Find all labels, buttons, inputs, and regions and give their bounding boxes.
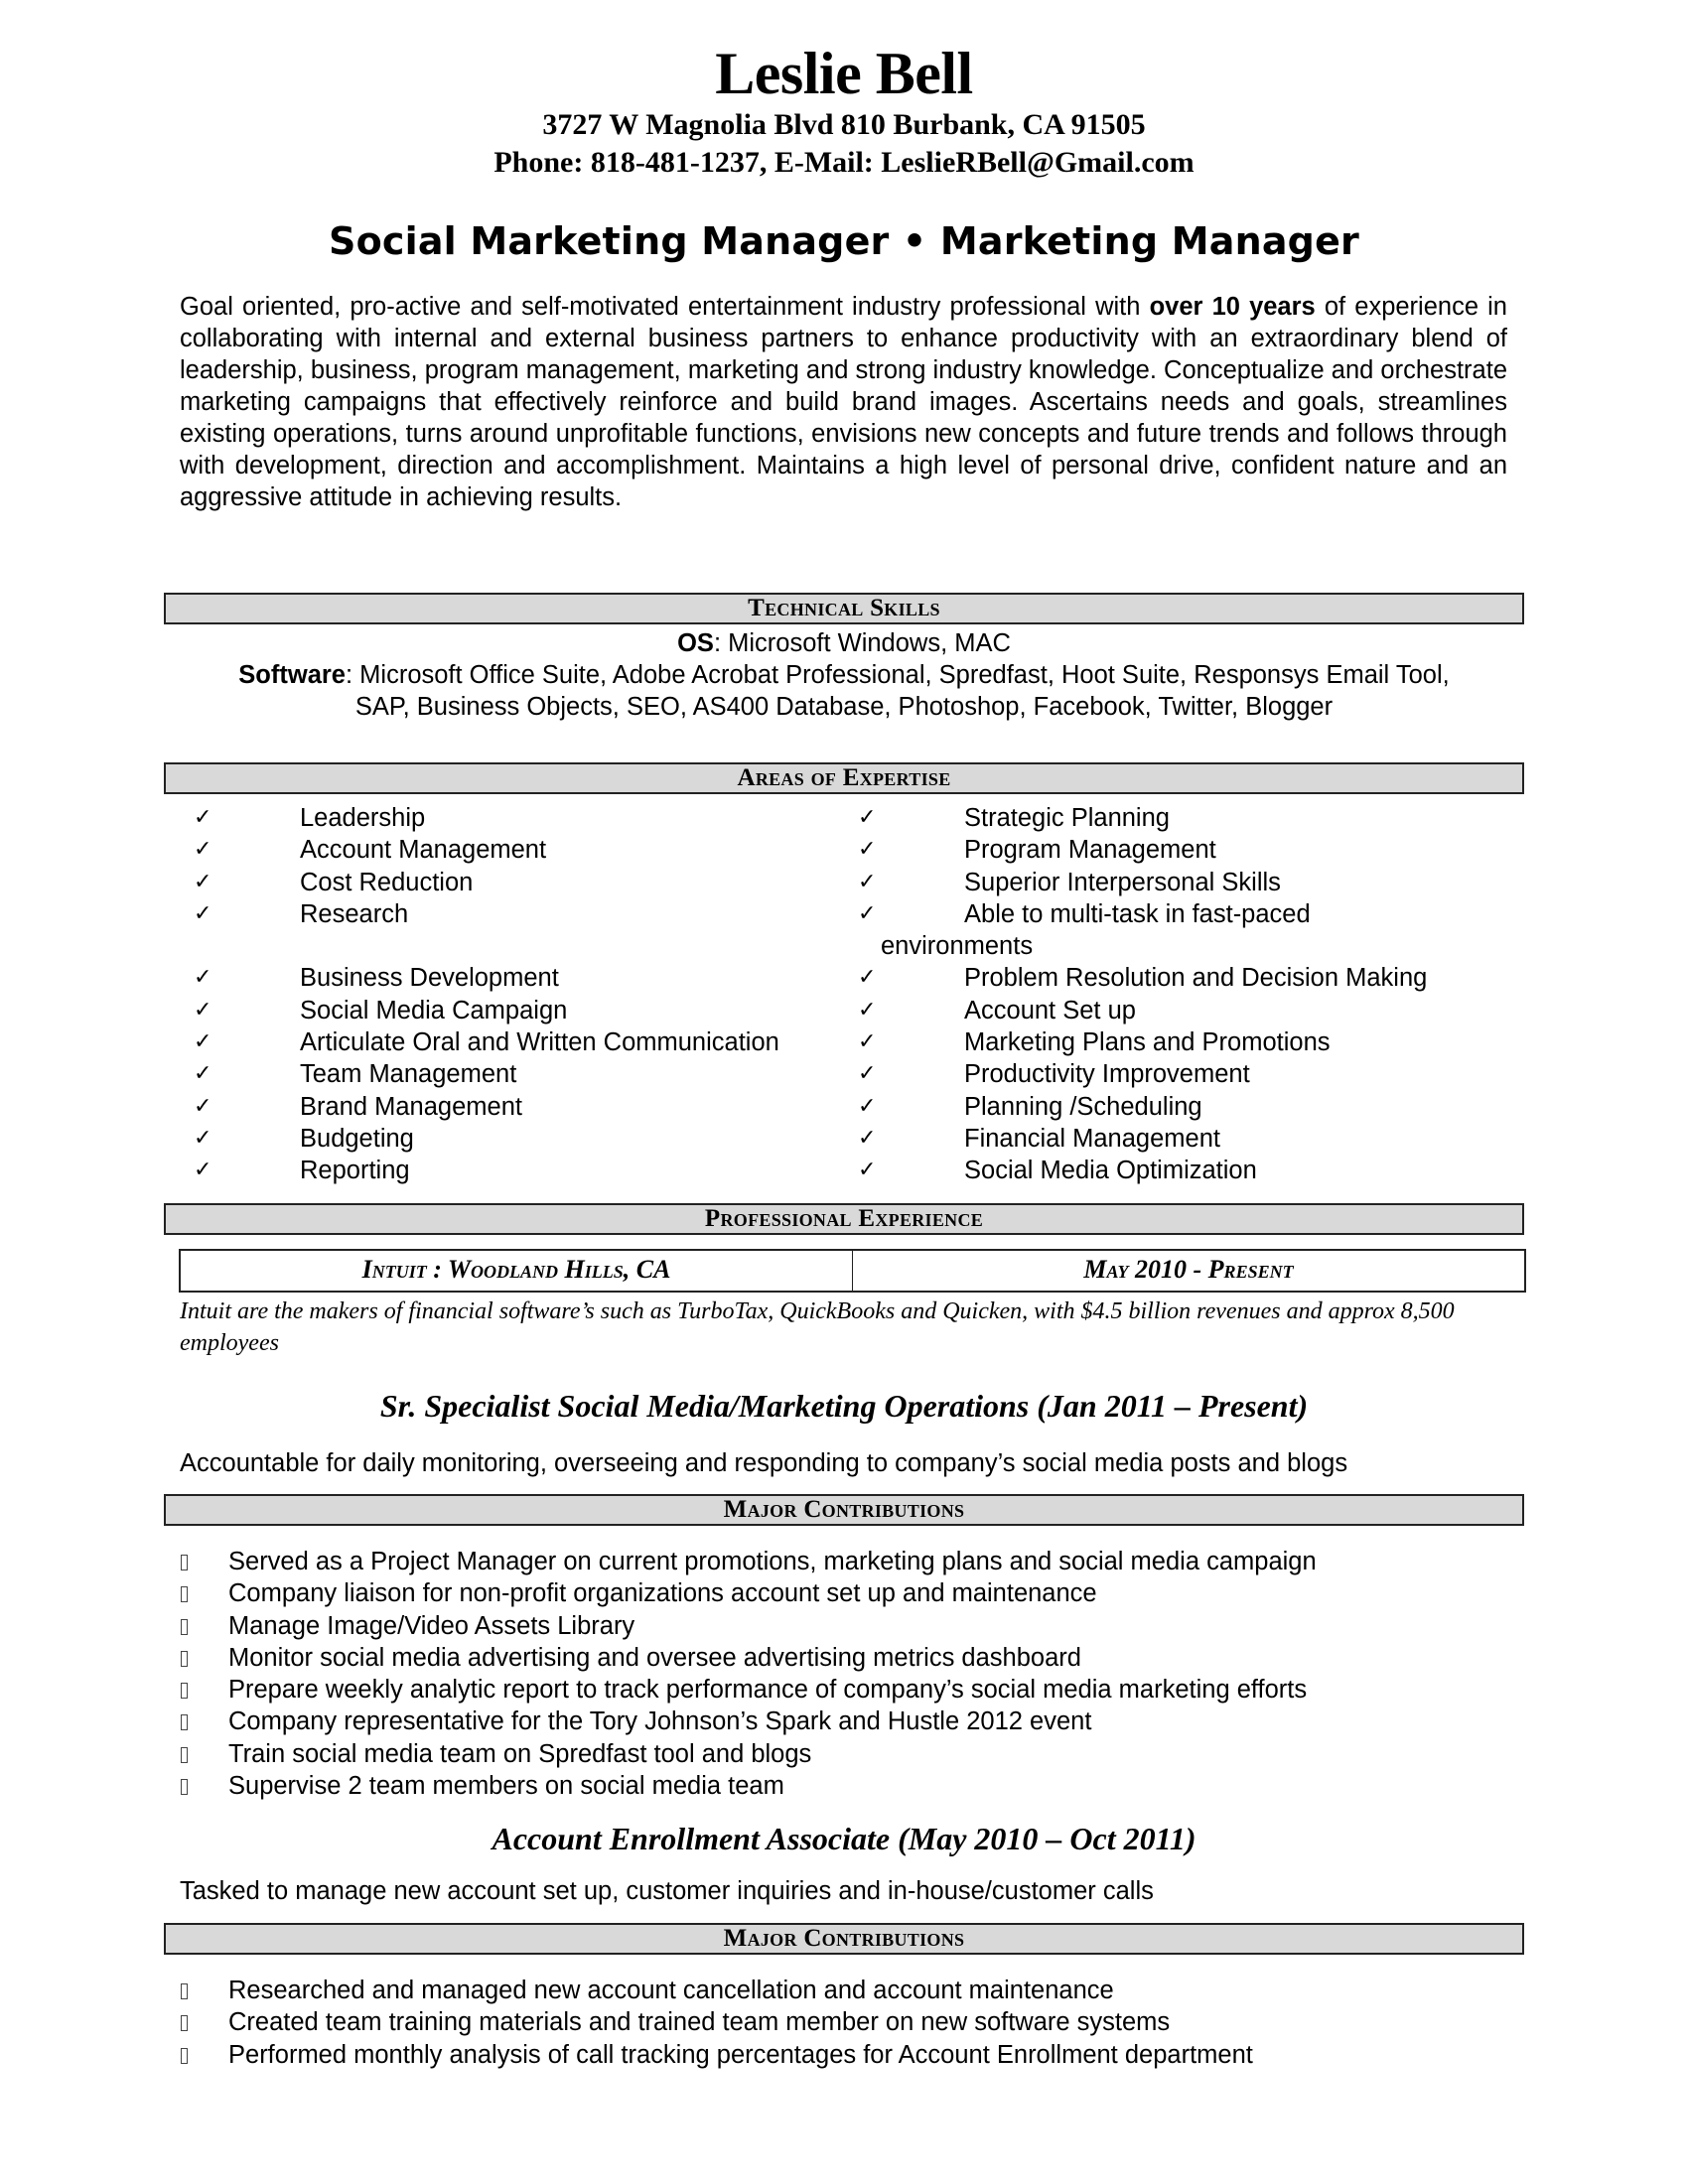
expertise-item: ✓ Brand Management — [164, 1091, 829, 1123]
bullet-icon — [181, 2048, 188, 2064]
section-header-areas-of-expertise: Areas of Expertise — [164, 762, 1524, 794]
company-description: Intuit are the makers of financial software’s such as TurboTax, QuickBooks and Quicken, with $4.5 billion revenues and approx 8,500 employees — [180, 1298, 1455, 1356]
bullet-icon — [181, 1651, 188, 1667]
list-item: Supervise 2 team members on social media team — [164, 1770, 1524, 1802]
expertise-item: ✓ Problem Resolution and Decision Making — [828, 962, 1523, 994]
expertise-item: ✓ Program Management — [828, 834, 1523, 866]
bullet-icon — [181, 1586, 188, 1602]
software-value: : Microsoft Office Suite, Adobe Acrobat Professional, Spredfast, Hoot Suite, Responsys Email Tool, — [346, 661, 1450, 689]
expertise-column-left — [164, 802, 829, 1187]
expertise-item: ✓ Superior Interpersonal Skills — [828, 867, 1523, 898]
headline-title: Social Marketing Manager • Marketing Manager — [329, 219, 1359, 263]
bullet-icon — [181, 1983, 188, 1999]
check-icon: ✓ — [858, 997, 877, 1023]
bullet-icon — [181, 1619, 188, 1635]
software-label: Software — [238, 661, 346, 689]
list-item: Company liaison for non-profit organizations account set up and maintenance — [164, 1577, 1524, 1609]
role-description: Tasked to manage new account set up, customer inquiries and in-house/customer calls — [180, 1877, 1154, 1905]
check-icon: ✓ — [194, 837, 212, 863]
expertise-item: ✓ Research — [164, 898, 829, 930]
role-title: Sr. Specialist Social Media/Marketing Operations (Jan 2011 – Present) — [379, 1388, 1309, 1424]
expertise-item: ✓ Team Management — [164, 1058, 829, 1090]
expertise-item: ✓ Social Media Campaign — [164, 995, 829, 1026]
check-icon: ✓ — [858, 805, 877, 830]
expertise-item: ✓ Productivity Improvement — [828, 1058, 1523, 1090]
expertise-item: ✓ Budgeting — [164, 1123, 829, 1155]
expertise-item: ✓ Leadership — [164, 802, 829, 834]
list-item: Researched and managed new account cancellation and account maintenance — [164, 1975, 1524, 2006]
expertise-item: ✓ Business Development — [164, 962, 829, 994]
list-item: Prepare weekly analytic report to track performance of company’s social media marketing efforts — [164, 1674, 1524, 1706]
expertise-item: ✓ Social Media Optimization — [828, 1155, 1523, 1186]
role-description: Accountable for daily monitoring, overseeing and responding to company’s social media posts and blogs — [180, 1449, 1348, 1477]
expertise-column-right — [828, 802, 1523, 1187]
summary-text-start: Goal oriented, pro-active and self-motivated entertainment industry professional with — [180, 293, 1150, 321]
check-icon: ✓ — [858, 1061, 877, 1087]
expertise-item: ✓ Planning /Scheduling — [828, 1091, 1523, 1123]
check-icon: ✓ — [858, 869, 877, 894]
list-item: Manage Image/Video Assets Library — [164, 1610, 1524, 1642]
candidate-contact: Phone: 818-481-1237, E-Mail: LeslieRBell@Gmail.com — [493, 146, 1195, 179]
summary-highlight: over 10 years — [1149, 293, 1316, 321]
check-icon: ✓ — [194, 1125, 212, 1151]
professional-summary — [180, 291, 1507, 513]
list-item: Created team training materials and trained team member on new software systems — [164, 2006, 1524, 2038]
employment-dates: May 2010 - Present — [852, 1251, 1524, 1291]
candidate-address: 3727 W Magnolia Blvd 810 Burbank, CA 91505 — [542, 108, 1146, 141]
bullet-icon — [181, 1683, 188, 1699]
expertise-item: ✓ Strategic Planning — [828, 802, 1523, 834]
section-header-major-contributions: Major Contributions — [164, 1494, 1524, 1526]
check-icon: ✓ — [194, 965, 212, 991]
section-header-professional-experience: Professional Experience — [164, 1203, 1524, 1235]
technical-skills-content — [164, 627, 1524, 723]
expertise-item: ✓ Cost Reduction — [164, 867, 829, 898]
check-icon: ✓ — [858, 1093, 877, 1119]
list-item: Train social media team on Spredfast tool and blogs — [164, 1738, 1524, 1770]
contributions-list — [164, 1546, 1524, 1802]
employer-table — [179, 1249, 1526, 1293]
list-item: Company representative for the Tory Johnson’s Spark and Hustle 2012 event — [164, 1706, 1524, 1737]
check-icon: ✓ — [858, 1158, 877, 1183]
section-header-major-contributions: Major Contributions — [164, 1923, 1524, 1955]
bullet-icon — [181, 1714, 188, 1730]
expertise-item: ✓ Articulate Oral and Written Communication — [164, 1026, 829, 1058]
contributions-list — [164, 1975, 1524, 2071]
employer-name-location: Intuit : Woodland Hills, CA — [361, 1255, 671, 1284]
list-item: Monitor social media advertising and oversee advertising metrics dashboard — [164, 1642, 1524, 1674]
expertise-item: ✓ Account Set up — [828, 995, 1523, 1026]
expertise-spacer — [164, 930, 829, 962]
bullet-icon — [181, 2015, 188, 2031]
expertise-item: ✓ Able to multi-task in fast-paced environments — [858, 899, 1311, 961]
software-line-2: SAP, Business Objects, SEO, AS400 Database, Photoshop, Facebook, Twitter, Blogger — [354, 693, 1334, 721]
check-icon: ✓ — [194, 1158, 212, 1183]
check-icon: ✓ — [858, 900, 877, 926]
check-icon: ✓ — [858, 837, 877, 863]
bullet-icon — [181, 1779, 188, 1795]
check-icon: ✓ — [194, 1061, 212, 1087]
expertise-item: ✓ Reporting — [164, 1155, 829, 1186]
role-title: Account Enrollment Associate (May 2010 – Oct 2011) — [492, 1821, 1196, 1856]
check-icon: ✓ — [194, 869, 212, 894]
expertise-item: ✓ Financial Management — [828, 1123, 1523, 1155]
check-icon: ✓ — [858, 1029, 877, 1055]
check-icon: ✓ — [194, 805, 212, 830]
bullet-icon — [181, 1747, 188, 1763]
software-line-1 — [164, 659, 1524, 691]
check-icon: ✓ — [858, 965, 877, 991]
check-icon: ✓ — [194, 1029, 212, 1055]
os-value: : Microsoft Windows, MAC — [713, 629, 1011, 657]
os-line — [164, 627, 1524, 659]
list-item: Performed monthly analysis of call tracking percentages for Account Enrollment department — [164, 2039, 1524, 2071]
check-icon: ✓ — [194, 1093, 212, 1119]
section-header-technical-skills: Technical Skills — [164, 593, 1524, 624]
expertise-item: ✓ Account Management — [164, 834, 829, 866]
check-icon: ✓ — [194, 900, 212, 926]
check-icon: ✓ — [858, 1125, 877, 1151]
summary-text-rest: of experience in collaborating with internal and external business partners to enhance productivity with an extraordinary blend of leadership, business, program management, marketing and strong industry knowledge. Conceptualize and orchestrate marketing campaigns that effectively reinforce and build brand images. Ascertains needs and goals, streamlines existing operations, turns around unprofitable functions, envisions new concepts and future trends and follows through with development, direction and accomplishment. Maintains a high level of personal drive, confident nature and an aggressive attitude in achieving results. — [180, 293, 1507, 511]
expertise-item: ✓ Marketing Plans and Promotions — [828, 1026, 1523, 1058]
list-item: Served as a Project Manager on current promotions, marketing plans and social media campaign — [164, 1546, 1524, 1577]
candidate-name: Leslie Bell — [715, 41, 973, 106]
os-label: OS — [677, 629, 714, 657]
check-icon: ✓ — [194, 997, 212, 1023]
bullet-icon — [181, 1555, 188, 1570]
